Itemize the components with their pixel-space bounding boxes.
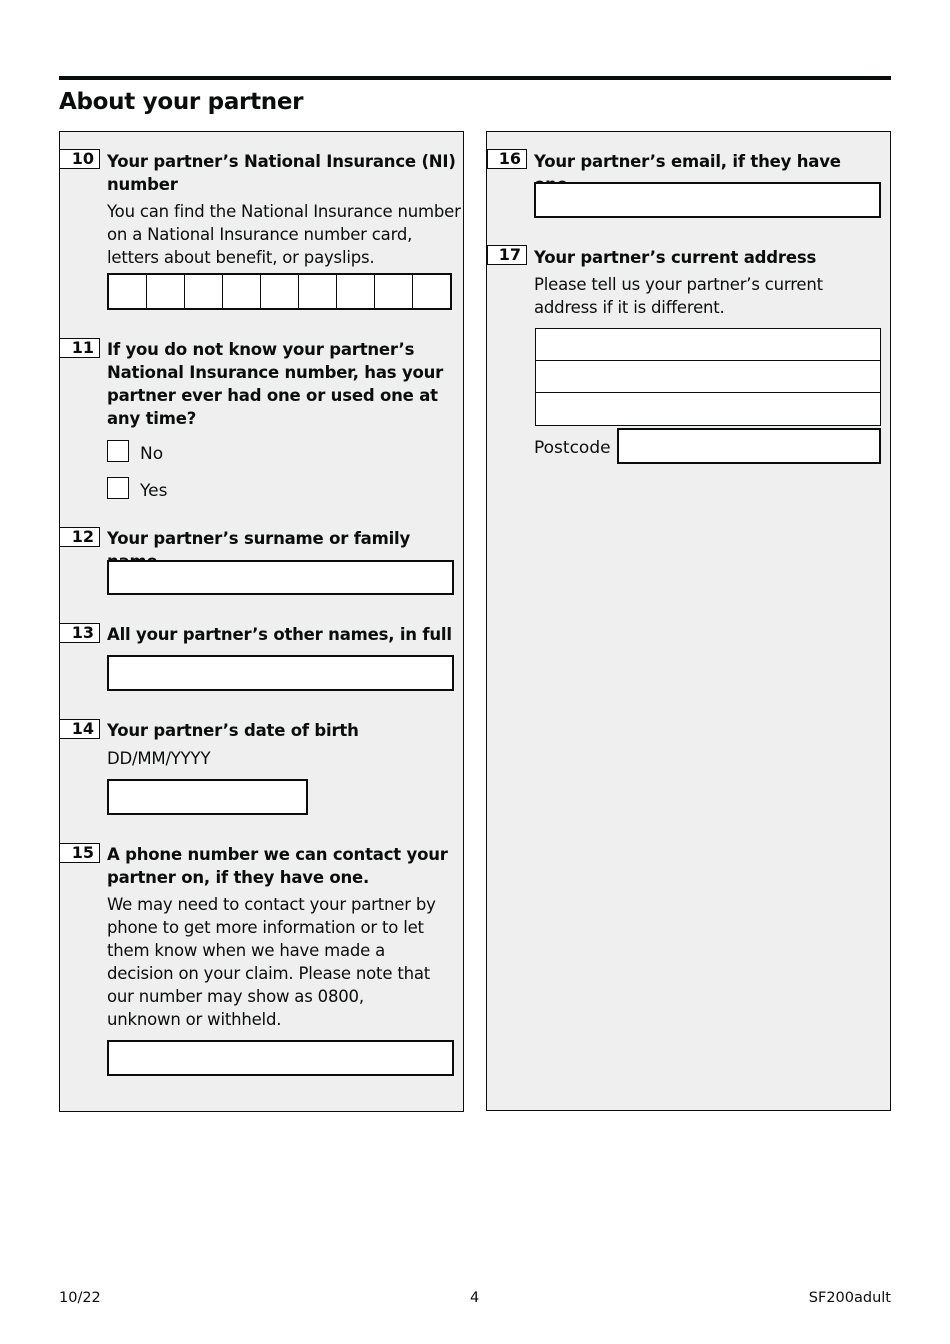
ni-number-cell[interactable]: [109, 275, 147, 308]
no-checkbox[interactable]: [107, 440, 129, 462]
footer-date: 10/22: [59, 1290, 101, 1306]
question-title: Your partner’s date of birth: [107, 721, 359, 740]
question-number: 13: [60, 623, 100, 643]
left-question-panel: [59, 131, 464, 1112]
ni-number-input[interactable]: [107, 273, 452, 310]
postcode-label: Postcode: [534, 438, 611, 458]
ni-number-cell[interactable]: [223, 275, 261, 308]
question-title: A phone number we can contact your partner on, if they have one.: [107, 845, 448, 887]
email-input[interactable]: [534, 182, 881, 218]
ni-number-cell[interactable]: [147, 275, 185, 308]
address-line-2-input[interactable]: [535, 360, 881, 394]
yes-option-label: Yes: [140, 481, 168, 501]
question-number: 14: [60, 719, 100, 739]
section-title: About your partner: [59, 89, 304, 115]
question-number: 15: [60, 843, 100, 863]
ni-number-cell[interactable]: [337, 275, 375, 308]
ni-number-cell[interactable]: [375, 275, 413, 308]
date-of-birth-input[interactable]: [107, 779, 308, 815]
form-code: SF200adult: [808, 1290, 891, 1306]
question-number: 11: [60, 338, 100, 358]
question-number: 10: [60, 149, 100, 169]
right-question-panel: [486, 131, 891, 1111]
question-title: Your partner’s email, if they have: [534, 152, 841, 171]
question-title: Your partner’s current address: [534, 248, 817, 267]
ni-number-cell[interactable]: [413, 275, 450, 308]
ni-number-cell[interactable]: [299, 275, 337, 308]
surname-input[interactable]: [107, 560, 454, 595]
section-divider: [59, 76, 891, 80]
yes-checkbox[interactable]: [107, 477, 129, 499]
postcode-input[interactable]: [617, 428, 881, 464]
other-names-input[interactable]: [107, 655, 454, 691]
question-title: All your partner’s other names, in full: [107, 625, 452, 644]
question-help: You can find the National Insurance number on a National Insurance number card, letters about benefit, or payslips.: [107, 202, 461, 267]
page-number: 4: [470, 1290, 480, 1306]
phone-number-input[interactable]: [107, 1040, 454, 1076]
address-line-3-input[interactable]: [535, 392, 881, 426]
question-number: 17: [487, 245, 527, 265]
no-option-label: No: [140, 444, 164, 464]
ni-number-cell[interactable]: [261, 275, 299, 308]
question-title: Your partner’s surname or family: [107, 529, 411, 548]
question-title: Your partner’s National Insurance (NI) number: [107, 152, 456, 194]
question-help: Please tell us your partner’s current address if it is different.: [534, 275, 823, 317]
question-number: 12: [60, 527, 100, 547]
date-format-hint: DD/MM/YYYY: [107, 749, 211, 768]
address-line-1-input[interactable]: [535, 328, 881, 362]
ni-number-cell[interactable]: [185, 275, 223, 308]
question-title: If you do not know your partner’s National Insurance number, has your partner ever had one or used one at any time?: [107, 340, 444, 428]
question-number: 16: [487, 149, 527, 169]
question-help: We may need to contact your partner by phone to get more information or to let them know when we have made a decision on your claim. Please note that our number may show as 0800, unknown or withheld.: [107, 895, 436, 1029]
